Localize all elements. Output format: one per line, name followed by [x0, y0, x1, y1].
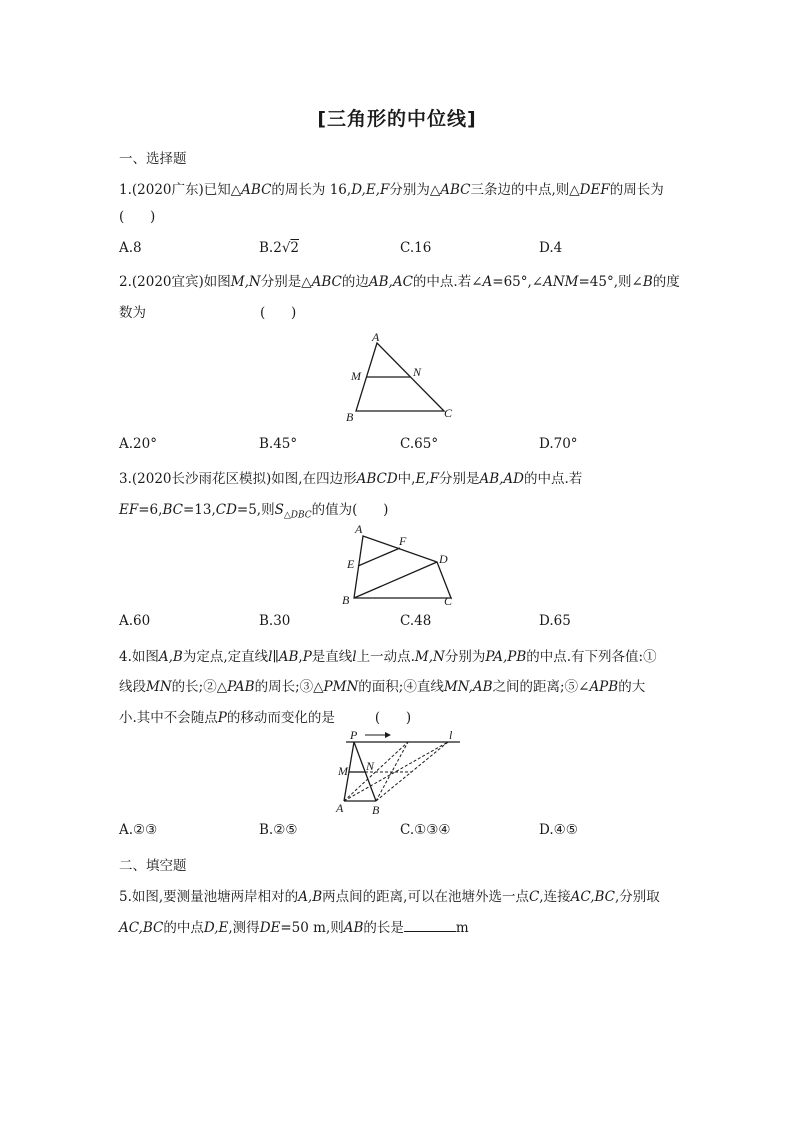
- option-c[interactable]: C.48: [400, 613, 432, 629]
- option-c[interactable]: C.①③④: [400, 822, 451, 838]
- question-2-options: [119, 436, 679, 456]
- section-heading-choice: 一、选择题: [119, 151, 187, 167]
- option-a[interactable]: A.②③: [119, 822, 158, 838]
- label-m: M: [338, 764, 348, 778]
- figure-q3-quadrilateral: [338, 522, 463, 610]
- question-2-line-1: 2.(2020宜宾)如图M,N分别是△ABC的边AB,AC的中点.若∠A=65°,∠ANM=45°,则∠B的度: [119, 274, 680, 290]
- question-3-line-1: 3.(2020长沙雨花区模拟)如图,在四边形ABCD中,E,F分别是AB,AD的中点.若: [119, 471, 583, 487]
- answer-paren: ( ): [374, 710, 412, 726]
- label-b: B: [346, 410, 354, 424]
- option-d[interactable]: D.④⑤: [539, 822, 578, 838]
- question-4-options: [119, 822, 679, 842]
- label-f: F: [399, 534, 407, 548]
- question-4-line-3: 小.其中不会随点P的移动而变化的是 ( ): [119, 710, 412, 726]
- label-c: C: [444, 594, 453, 608]
- answer-paren: ( ): [119, 209, 156, 225]
- question-5-line-2: AC,BC的中点D,E,测得DE=50 m,则AB的长是 m: [119, 920, 469, 936]
- option-a[interactable]: A.60: [119, 613, 151, 629]
- option-d[interactable]: D.70°: [539, 436, 578, 452]
- figure-q2-triangle: [330, 328, 460, 426]
- option-b[interactable]: B.30: [259, 613, 291, 629]
- label-b: B: [342, 593, 350, 607]
- question-2-line-2: 数为 ( ): [119, 305, 297, 321]
- option-c[interactable]: C.65°: [400, 436, 439, 452]
- option-a[interactable]: A.20°: [119, 436, 157, 452]
- option-d[interactable]: D.4: [539, 240, 563, 256]
- question-1-options: [119, 240, 679, 260]
- label-c: C: [444, 406, 453, 420]
- option-b[interactable]: B.②⑤: [259, 822, 298, 838]
- question-3-line-2: EF=6,BC=13,CD=5,则$S_{\triangle DBC}$的值为( ): [119, 502, 389, 521]
- label-p: P: [350, 728, 358, 742]
- question-5-line-1: 5.如图,要测量池塘两岸相对的A,B两点间的距离,可以在池塘外选一点C,连接AC,BC,分别取: [119, 889, 660, 905]
- answer-blank[interactable]: [404, 918, 456, 932]
- option-b[interactable]: B.45°: [259, 436, 298, 452]
- diagonal-bd: [354, 562, 437, 598]
- label-b: B: [372, 803, 380, 817]
- label-a: A: [355, 522, 363, 536]
- option-b[interactable]: B.2√2: [259, 240, 300, 256]
- option-c[interactable]: C.16: [400, 240, 432, 256]
- figure-q4-moving-point: [330, 728, 465, 820]
- arrow-right-icon: [385, 732, 391, 738]
- label-n: N: [366, 759, 375, 773]
- label-m: M: [351, 369, 361, 383]
- question-4-line-1: 4.如图A,B为定点,定直线l∥AB,P是直线l上一动点.M,N分别为PA,PB的中点.有下列各值:①: [119, 649, 657, 665]
- label-a: A: [336, 801, 344, 815]
- section-heading-fill: 二、填空题: [119, 858, 187, 874]
- answer-paren: ( ): [352, 502, 389, 518]
- segment-ef: [358, 548, 400, 566]
- label-e: E: [347, 557, 355, 571]
- label-a: A: [372, 330, 380, 344]
- label-n: N: [413, 365, 422, 379]
- answer-paren: ( ): [260, 305, 297, 321]
- option-a[interactable]: A.8: [119, 240, 142, 256]
- question-3-options: [119, 613, 679, 633]
- option-d[interactable]: D.65: [539, 613, 571, 629]
- question-4-line-2: 线段MN的长;②△PAB的周长;③△PMN的面积;④直线MN,AB之间的距离;⑤∠APB的大: [119, 679, 646, 695]
- label-d: D: [439, 552, 448, 566]
- label-l: l: [449, 728, 453, 742]
- question-1-line-1: 1.(2020广东)已知△ABC的周长为 16,D,E,F分别为△ABC三条边的中点,则△DEF的周长为: [119, 182, 664, 198]
- page-title: [三角形的中位线]: [317, 108, 477, 130]
